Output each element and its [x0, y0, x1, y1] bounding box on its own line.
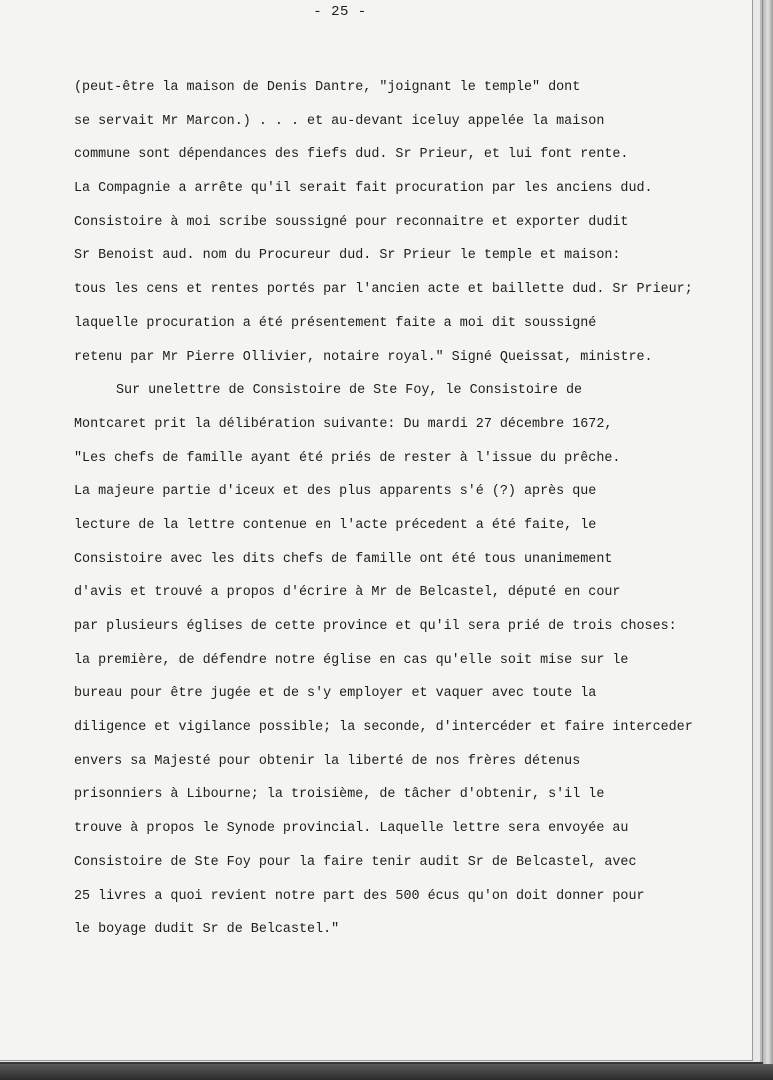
text-line: retenu par Mr Pierre Ollivier, notaire royal." Signé Queissat, ministre. [74, 349, 653, 365]
text-line: lecture de la lettre contenue en l'acte précedent a été faite, le [74, 517, 597, 533]
text-line: La Compagnie a arrête qu'il serait fait procuration par les anciens dud. [74, 181, 653, 197]
text-line: (peut-être la maison de Denis Dantre, "joignant le temple" dont [74, 80, 581, 95]
text-line: laquelle procuration a été présentement faite a moi dit soussigné [74, 315, 597, 331]
text-line: Sr Benoist aud. nom du Procureur dud. Sr Prieur le temple et maison: [74, 248, 621, 264]
text-line: bureau pour être jugée et de s'y employer et vaquer avec toute la [74, 686, 597, 702]
scan-bottom-border [0, 1064, 773, 1080]
text-line: Montcaret prit la délibération suivante: Du mardi 27 décembre 1672, [74, 416, 613, 432]
text-line: Consistoire à moi scribe soussigné pour reconnaitre et exporter dudit [74, 214, 629, 230]
text-line: la première, de défendre notre église en cas qu'elle soit mise sur le [74, 652, 629, 668]
paragraph-start-line: Sur unelettre de Consistoire de Ste Foy, le Consistoire de [116, 383, 583, 399]
text-line: tous les cens et rentes portés par l'ancien acte et baillette dud. Sr Prieur; [74, 282, 693, 298]
text-line: envers sa Majesté pour obtenir la liberté de nos frères détenus [74, 753, 581, 769]
text-line: par plusieurs églises de cette province et qu'il sera prié de trois choses: [74, 619, 677, 634]
text-line: Consistoire de Ste Foy pour la faire tenir audit Sr de Belcastel, avec [74, 854, 637, 870]
text-line: se servait Mr Marcon.) . . . et au-devant iceluy appelée la maison [74, 113, 605, 129]
text-line: diligence et vigilance possible; la seconde, d'intercéder et faire interceder [74, 720, 693, 736]
page-stack-edge [763, 0, 773, 1080]
text-line: 25 livres a quoi revient notre part des 500 écus qu'on doit donner pour [74, 888, 645, 904]
text-line: d'avis et trouvé a propos d'écrire à Mr de Belcastel, député en cour [74, 585, 621, 601]
page-number: - 25 - [313, 4, 367, 20]
text-line: La majeure partie d'iceux et des plus apparents s'é (?) après que [74, 484, 597, 500]
text-line: "Les chefs de famille ayant été priés de rester à l'issue du prêche. [74, 450, 621, 466]
body-text [74, 71, 734, 947]
text-line: prisonniers à Libourne; la troisième, de tâcher d'obtenir, s'il le [74, 787, 605, 803]
text-line: Consistoire avec les dits chefs de famille ont été tous unanimement [74, 551, 613, 567]
text-line: commune sont dépendances des fiefs dud. Sr Prieur, et lui font rente. [74, 147, 629, 163]
text-line: le boyage dudit Sr de Belcastel." [74, 922, 340, 938]
text-line: trouve à propos le Synode provincial. Laquelle lettre sera envoyée au [74, 821, 629, 837]
